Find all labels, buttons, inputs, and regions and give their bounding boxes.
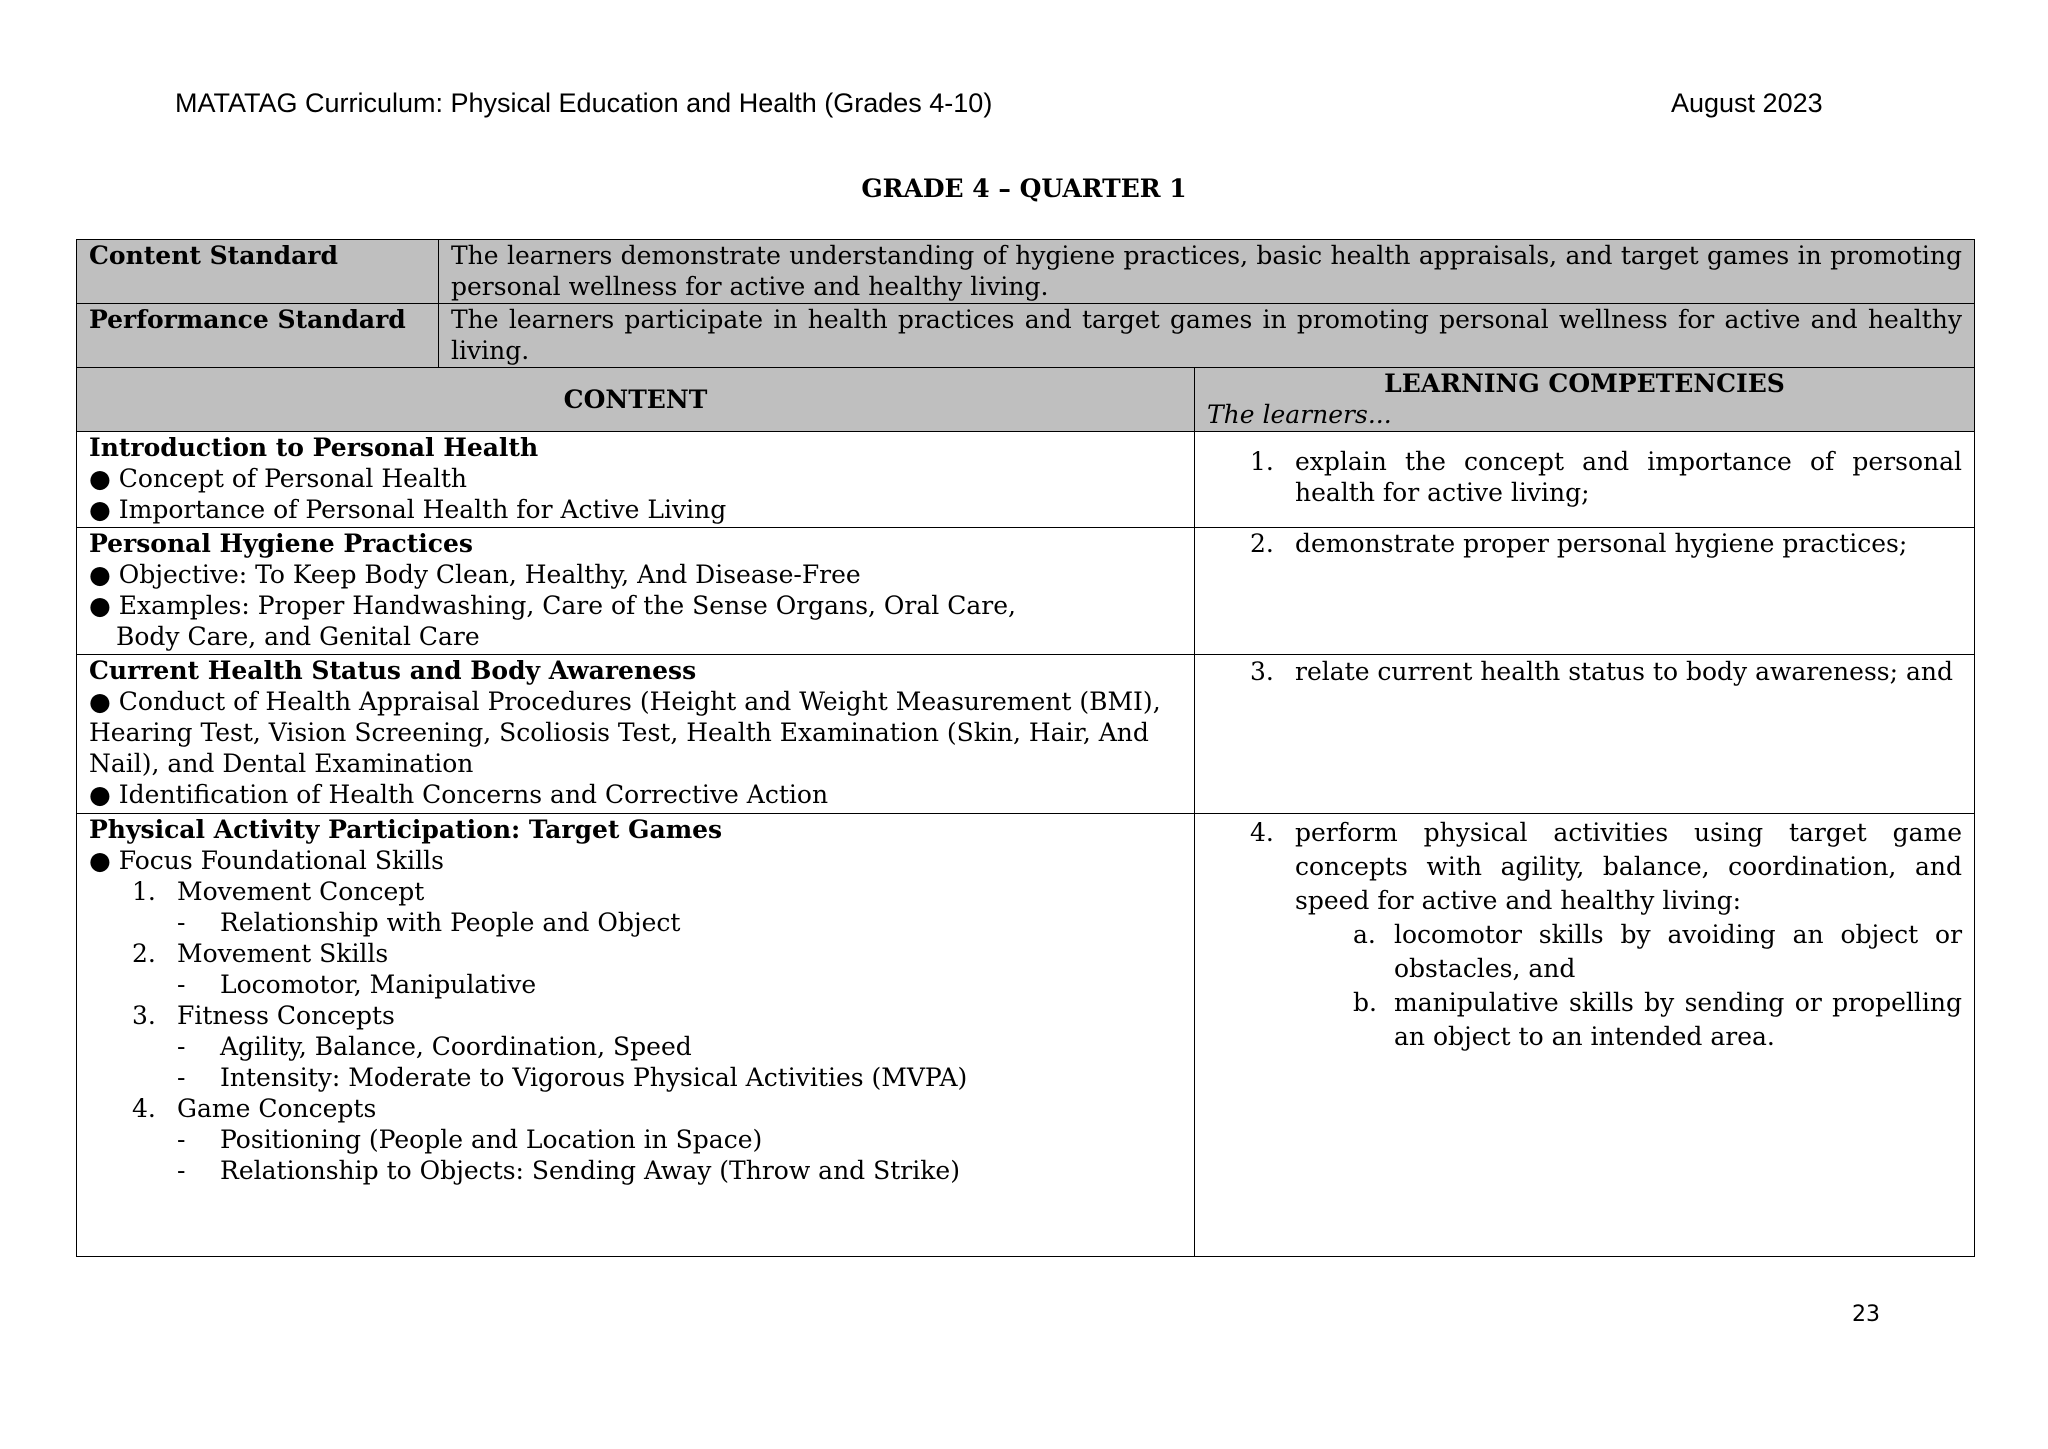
competencies-column-header <box>1195 368 1975 432</box>
topic-bullet: ● Importance of Personal Health for Active Living <box>89 494 1182 525</box>
column-header-row <box>77 368 1975 432</box>
document-header-date: August 2023 <box>1671 88 1823 118</box>
topic-bullet-continuation: Body Care, and Genital Care <box>116 622 480 651</box>
competency-item <box>1207 655 1962 689</box>
competency-cell <box>1195 814 1975 1257</box>
topic-bullet: ● Concept of Personal Health <box>89 463 1182 494</box>
topic-title: Introduction to Personal Health <box>89 433 539 462</box>
content-standard-row <box>77 240 1975 304</box>
skill-item <box>89 1000 1182 1031</box>
topic-bullet: ● Identification of Health Concerns and Corrective Action <box>89 779 1182 810</box>
skill-label: Movement Concept <box>177 877 425 906</box>
competency-item <box>1207 814 1962 918</box>
content-standard-text: The learners demonstrate understanding of hygiene practices, basic health appraisals, and target games in promoting personal wellness for active and healthy living. <box>439 240 1975 304</box>
skill-label: Game Concepts <box>177 1094 377 1123</box>
topic-title: Current Health Status and Body Awareness <box>89 656 697 685</box>
competency-sub-text: locomotor skills by avoiding an object or obstacles, and <box>1394 920 1963 983</box>
competencies-header-subtitle: The learners... <box>1207 400 1392 429</box>
competency-sub-letter: b. <box>1353 988 1377 1017</box>
skill-subitem: - Relationship to Objects: Sending Away (Throw and Strike) <box>89 1155 1182 1186</box>
performance-standard-row <box>77 304 1975 368</box>
content-cell <box>77 655 1195 814</box>
skill-subitem: - Agility, Balance, Coordination, Speed <box>89 1031 1182 1062</box>
competency-item <box>1207 528 1962 559</box>
skill-number: 4. <box>132 1094 156 1123</box>
competency-text: demonstrate proper personal hygiene practices; <box>1295 529 1908 558</box>
competency-cell <box>1195 432 1975 528</box>
competency-number: 4. <box>1250 818 1274 847</box>
skill-subitem: - Locomotor, Manipulative <box>89 969 1182 1000</box>
skill-item <box>89 938 1182 969</box>
content-cell <box>77 814 1195 1257</box>
table-row <box>77 814 1975 1257</box>
competency-sub-letter: a. <box>1353 920 1376 949</box>
page-number: 23 <box>1852 1302 1880 1327</box>
skill-subitem: - Relationship with People and Object <box>89 907 1182 938</box>
skill-item <box>89 1093 1182 1124</box>
competency-cell <box>1195 528 1975 655</box>
competency-text: relate current health status to body awareness; and <box>1295 657 1953 686</box>
competency-cell <box>1195 655 1975 814</box>
skill-label: Movement Skills <box>177 939 389 968</box>
grade-quarter-title: GRADE 4 – QUARTER 1 <box>861 174 1187 203</box>
competency-text: explain the concept and importance of personal health for active living; <box>1295 447 1963 507</box>
competency-text: perform physical activities using target game concepts with agility, balance, coordination, and speed for active and healthy living: <box>1295 818 1963 915</box>
content-column-header: CONTENT <box>77 368 1195 432</box>
skill-number: 3. <box>132 1001 156 1030</box>
performance-standard-text: The learners participate in health practices and target games in promoting personal wellness for active and healthy living. <box>439 304 1975 368</box>
content-cell <box>77 432 1195 528</box>
skill-number: 2. <box>132 939 156 968</box>
curriculum-table <box>76 239 1975 1257</box>
competencies-header-title: LEARNING COMPETENCIES <box>1384 369 1785 398</box>
competency-number: 3. <box>1250 657 1274 686</box>
competency-sub-text: manipulative skills by sending or propelling an object to an intended area. <box>1394 988 1963 1051</box>
topic-bullet: ● Examples: Proper Handwashing, Care of the Sense Organs, Oral Care, <box>89 590 1182 621</box>
topic-title: Personal Hygiene Practices <box>89 529 473 558</box>
topic-bullet: ● Conduct of Health Appraisal Procedures (Height and Weight Measurement (BMI), Hearing Test, Vision Screening, Scoliosis Test, Health Examination (Skin, Hair, And Nail), and Dental Examination <box>89 686 1182 779</box>
competency-number: 2. <box>1250 529 1274 558</box>
skill-subitem: - Intensity: Moderate to Vigorous Physical Activities (MVPA) <box>89 1062 1182 1093</box>
topic-title: Physical Activity Participation: Target Games <box>89 815 723 844</box>
document-header-title: MATATAG Curriculum: Physical Education and Health (Grades 4-10) <box>175 88 993 118</box>
table-row <box>77 655 1975 814</box>
performance-standard-label: Performance Standard <box>77 304 439 368</box>
table-row <box>77 528 1975 655</box>
skill-label: Fitness Concepts <box>177 1001 395 1030</box>
competency-item <box>1207 432 1962 508</box>
skill-subitem: - Positioning (People and Location in Space) <box>89 1124 1182 1155</box>
topic-bullet: ● Objective: To Keep Body Clean, Healthy, And Disease-Free <box>89 559 1182 590</box>
skill-item <box>89 876 1182 907</box>
table-row <box>77 432 1975 528</box>
content-cell <box>77 528 1195 655</box>
competency-subitem <box>1207 986 1962 1054</box>
skill-number: 1. <box>132 877 156 906</box>
competency-number: 1. <box>1250 447 1274 476</box>
content-standard-label: Content Standard <box>77 240 439 304</box>
topic-bullet: ● Focus Foundational Skills <box>89 845 1182 876</box>
competency-subitem <box>1207 918 1962 986</box>
